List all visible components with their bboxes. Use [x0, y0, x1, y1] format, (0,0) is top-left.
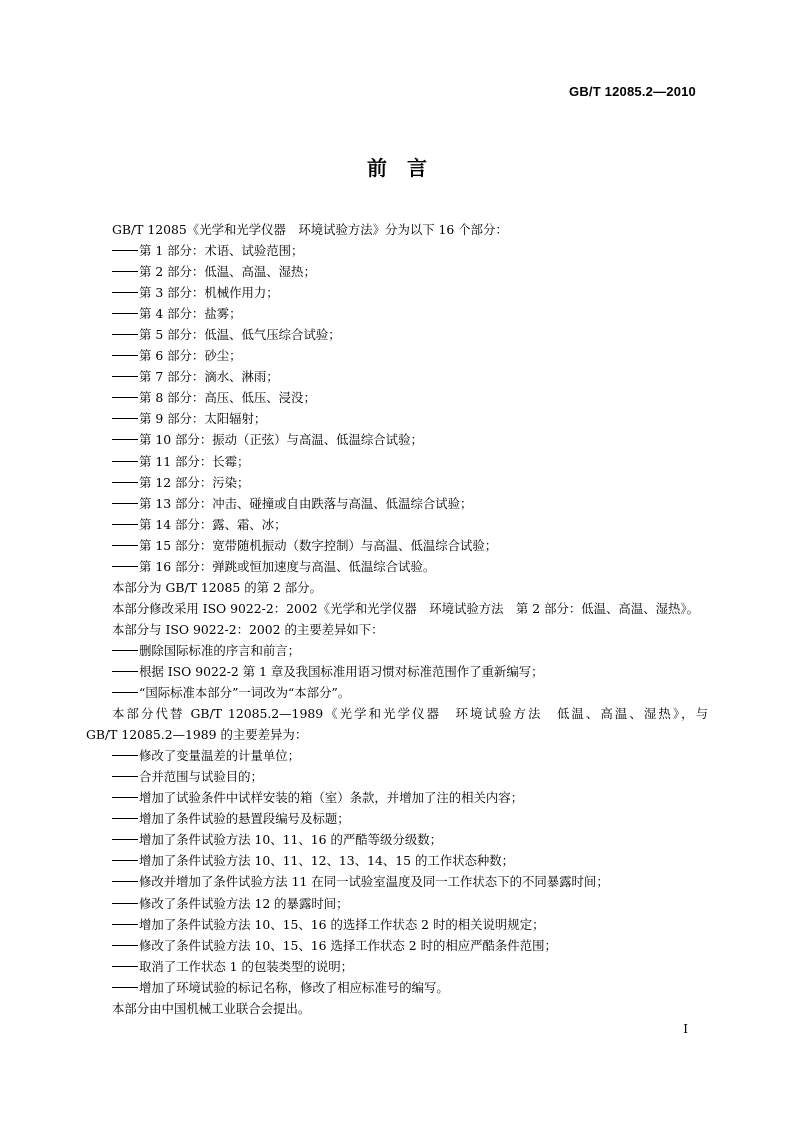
diffs-list: [86, 640, 708, 703]
dash-mark: [112, 945, 138, 946]
dash-mark: [112, 334, 138, 335]
dash-mark: [112, 545, 138, 546]
list-item: 第 13 部分：冲击、碰撞或自由跌落与高温、低温综合试验；: [86, 493, 708, 514]
list-item: 第 10 部分：振动（正弦）与高温、低温综合试验；: [86, 429, 708, 450]
dash-mark: [112, 376, 138, 377]
list-item: 第 4 部分：盐雾；: [86, 303, 708, 324]
dash-mark: [112, 271, 138, 272]
list-item: 第 11 部分：长霉；: [86, 451, 708, 472]
dash-mark: [112, 355, 138, 356]
dash-mark: [112, 313, 138, 314]
page-number: I: [683, 1022, 688, 1036]
dash-mark: [112, 650, 138, 651]
list-item: 增加了条件试验的悬置段编号及标题；: [86, 808, 708, 829]
list-item: 第 8 部分：高压、低压、浸没；: [86, 387, 708, 408]
changes-list: [86, 745, 708, 998]
dash-mark: [112, 755, 138, 756]
dash-mark: [112, 503, 138, 504]
list-item: 增加了条件试验方法 10、11、12、13、14、15 的工作状态种数；: [86, 850, 708, 871]
list-item: 第 16 部分：弹跳或恒加速度与高温、低温综合试验。: [86, 556, 708, 577]
dash-mark: [112, 818, 138, 819]
dash-mark: [112, 671, 138, 672]
list-item: 第 9 部分：太阳辐射；: [86, 408, 708, 429]
dash-mark: [112, 860, 138, 861]
dash-mark: [112, 461, 138, 462]
dash-mark: [112, 524, 138, 525]
list-item: 取消了工作状态 1 的包装类型的说明；: [86, 956, 708, 977]
dash-mark: [112, 439, 138, 440]
list-item: 第 6 部分：砂尘；: [86, 345, 708, 366]
list-item: 修改了条件试验方法 10、15、16 选择工作状态 2 时的相应严酷条件范围；: [86, 935, 708, 956]
dash-mark: [112, 776, 138, 777]
proposer-paragraph: 本部分由中国机械工业联合会提出。: [112, 1000, 311, 1016]
dash-mark: [112, 924, 138, 925]
dash-mark: [112, 797, 138, 798]
dash-mark: [112, 566, 138, 567]
intro-paragraph: GB/T 12085《光学和光学仪器 环境试验方法》分为以下 16 个部分：: [112, 222, 508, 237]
list-item: 第 1 部分：术语、试验范围；: [86, 240, 708, 261]
list-item: 增加了试验条件中试样安装的箱（室）条款，并增加了注的相关内容；: [86, 787, 708, 808]
dash-mark: [112, 966, 138, 967]
dash-mark: [112, 397, 138, 398]
parts-list: [86, 240, 708, 577]
list-item: 修改了条件试验方法 12 的暴露时间；: [86, 893, 708, 914]
list-item: 第 14 部分：露、霜、冰；: [86, 514, 708, 535]
dash-mark: [112, 292, 138, 293]
foreword-body: [86, 219, 708, 1019]
list-item: 修改了变量温差的计量单位；: [86, 745, 708, 766]
list-item: 增加了条件试验方法 10、11、16 的严酷等级分级数；: [86, 829, 708, 850]
list-item: 第 3 部分：机械作用力；: [86, 282, 708, 303]
dash-mark: [112, 987, 138, 988]
list-item: 增加了环境试验的标记名称，修改了相应标准号的编写。: [86, 977, 708, 998]
list-item: 第 7 部分：滴水、淋雨；: [86, 366, 708, 387]
list-item: 根据 ISO 9022-2 第 1 章及我国标准用语习惯对标准范围作了重新编写；: [86, 661, 708, 682]
diff-intro-paragraph: 本部分与 ISO 9022-2：2002 的主要差异如下：: [112, 621, 384, 637]
replace-paragraph-line1: 本部分代替 GB/T 12085.2—1989《光学和光学仪器 环境试验方法 低温、高温、湿热》，与: [112, 706, 708, 722]
list-item: “国际标准本部分”一词改为“本部分”。: [86, 682, 708, 703]
part-of-paragraph: 本部分为 GB/T 12085 的第 2 部分。: [112, 579, 322, 595]
list-item: 增加了条件试验方法 10、15、16 的选择工作状态 2 时的相关说明规定；: [86, 914, 708, 935]
list-item: 删除国际标准的序言和前言；: [86, 640, 708, 661]
list-item: 第 15 部分：宽带随机振动（数字控制）与高温、低温综合试验；: [86, 535, 708, 556]
dash-mark: [112, 881, 138, 882]
list-item: 第 2 部分：低温、高温、湿热；: [86, 261, 708, 282]
adopt-paragraph: 本部分修改采用 ISO 9022-2：2002《光学和光学仪器 环境试验方法 第 2 部分：低温、高温、湿热》。: [112, 600, 699, 616]
dash-mark: [112, 482, 138, 483]
dash-mark: [112, 418, 138, 419]
replace-paragraph-line2: GB/T 12085.2—1989 的主要差异为：: [86, 727, 308, 743]
dash-mark: [112, 250, 138, 251]
page-title: 前 言: [367, 156, 427, 180]
dash-mark: [112, 692, 138, 693]
list-item: 修改并增加了条件试验方法 11 在同一试验室温度及同一工作状态下的不同暴露时间；: [86, 871, 708, 892]
list-item: 第 12 部分：污染；: [86, 472, 708, 493]
dash-mark: [112, 839, 138, 840]
standard-code: GB/T 12085.2—2010: [569, 84, 696, 99]
dash-mark: [112, 903, 138, 904]
list-item: 合并范围与试验目的；: [86, 766, 708, 787]
list-item: 第 5 部分：低温、低气压综合试验；: [86, 324, 708, 345]
